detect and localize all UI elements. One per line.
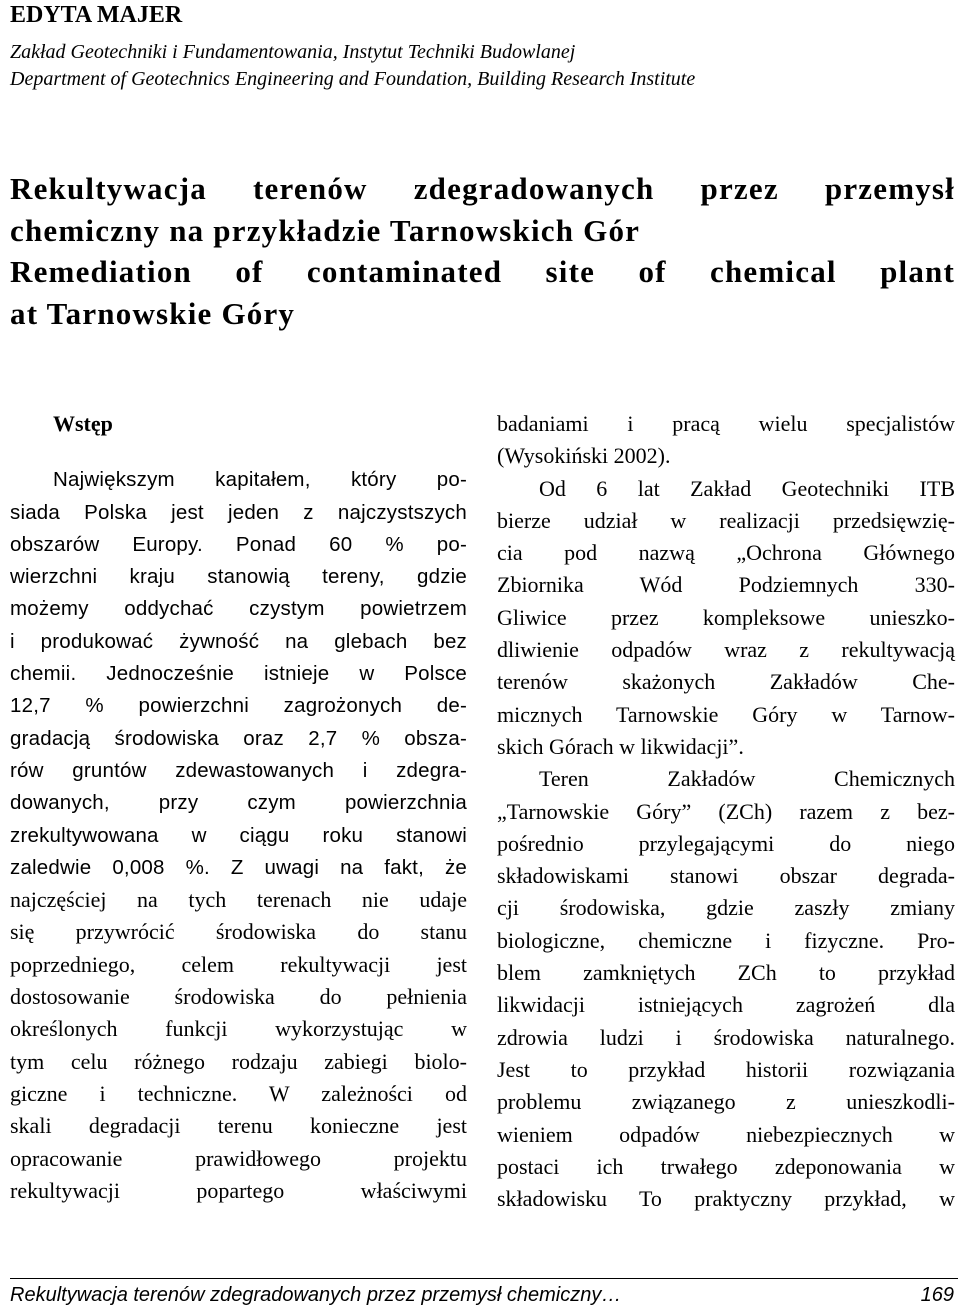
body-line: chemii. Jednocześnie istnieje w Polsce bbox=[10, 662, 467, 686]
right-column bbox=[497, 408, 955, 1215]
body-line: skali degradacji terenu konieczne jest bbox=[10, 1113, 467, 1139]
body-line: rekultywacji popartego właściwymi bbox=[10, 1177, 467, 1203]
body-line: Największym kapitałem, który po- bbox=[53, 468, 467, 492]
body-line: tym celu różnego rodzaju zabiegi biolo- bbox=[10, 1048, 467, 1074]
affiliation-english: Department of Geotechnics Engineering and Foundation, Building Research Institute bbox=[10, 68, 696, 90]
body-line: gradacją środowiska oraz 2,7 % obsza- bbox=[10, 726, 467, 750]
body-line: „Tarnowskie Góry” (ZCh) razem z bez- bbox=[497, 798, 955, 824]
body-line: siada Polska jest jeden z najczystszych bbox=[10, 500, 467, 524]
body-line: terenów skażonych Zakładów Che- bbox=[497, 669, 955, 695]
left-column bbox=[10, 408, 467, 1207]
body-line: badaniami i pracą wielu specjalistów bbox=[497, 411, 955, 436]
body-line: biologiczne, chemiczne i fizyczne. Pro- bbox=[497, 927, 955, 953]
body-line: pośrednio przylegającymi do niego bbox=[497, 830, 955, 856]
title-line: Rekultywacja terenów zdegradowanych przez przemysł bbox=[10, 171, 955, 206]
body-line: cji środowiska, gdzie zaszły zmiany bbox=[497, 895, 955, 921]
body-line: Gliwice przez kompleksowe unieszko- bbox=[497, 604, 955, 630]
author-name: EDYTA MAJER bbox=[10, 2, 183, 28]
body-line: cia pod nazwą „Ochrona Głównego bbox=[497, 540, 955, 566]
body-line: problemu związanego z unieszkodli- bbox=[497, 1089, 955, 1115]
body-line: postaci ich trwałego zdeponowania w bbox=[497, 1153, 955, 1179]
body-line: likwidacji istniejących zagrożeń dla bbox=[497, 992, 955, 1018]
body-line: się przywrócić środowiska do stanu bbox=[10, 919, 467, 945]
body-line: wierzchni kraju stanowią tereny, gdzie bbox=[10, 565, 467, 589]
body-line: micznych Tarnowskie Góry w Tarnow- bbox=[497, 701, 955, 727]
paper-title bbox=[10, 168, 955, 334]
footer-divider bbox=[10, 1278, 958, 1279]
body-line: składowisku To praktyczny przykład, w bbox=[497, 1186, 955, 1212]
body-line: 12,7 % powierzchni zagrożonych de- bbox=[10, 694, 467, 718]
body-line: dowanych, przy czym powierzchnia bbox=[10, 791, 467, 815]
running-footer-title: Rekultywacja terenów zdegradowanych przez przemysł chemiczny… bbox=[10, 1284, 622, 1306]
body-line: Od 6 lat Zakład Geotechniki ITB bbox=[539, 475, 955, 501]
body-line: opracowanie prawidłowego projektu bbox=[10, 1145, 467, 1171]
body-line: Jest to przykład historii rozwiązania bbox=[497, 1056, 955, 1082]
body-line: obszarów Europy. Ponad 60 % po- bbox=[10, 532, 467, 556]
intro-paragraph bbox=[10, 464, 467, 1207]
body-line: dostosowanie środowiska do pełnienia bbox=[10, 984, 467, 1010]
body-line: wieniem odpadów niebezpiecznych w bbox=[497, 1121, 955, 1147]
body-line: (Wysokiński 2002). bbox=[497, 443, 671, 469]
body-line: Zbiornika Wód Podziemnych 330- bbox=[497, 572, 955, 598]
body-line: poprzedniego, celem rekultywacji jest bbox=[10, 951, 467, 977]
body-line: zdrowia ludzi i środowiska naturalnego. bbox=[497, 1024, 955, 1050]
body-line: Teren Zakładów Chemicznych bbox=[539, 766, 955, 792]
body-line: i produkować żywność na glebach bez bbox=[10, 629, 467, 653]
page-number: 169 bbox=[920, 1284, 954, 1306]
body-line: rów gruntów zdewastowanych i zdegra- bbox=[10, 758, 467, 782]
body-line: giczne i techniczne. W zależności od bbox=[10, 1080, 467, 1106]
title-line: chemiczny na przykładzie Tarnowskich Gór bbox=[10, 212, 641, 248]
body-line: dliwienie odpadów wraz z rekultywacją bbox=[497, 637, 955, 663]
body-line: blem zamkniętych ZCh to przykład bbox=[497, 960, 955, 986]
body-line: bierze udział w realizacji przedsięwzię- bbox=[497, 507, 955, 533]
body-line: zrekultywowana w ciągu roku stanowi bbox=[10, 823, 467, 847]
title-line: at Tarnowskie Góry bbox=[10, 295, 296, 331]
section-heading: Wstęp bbox=[53, 411, 113, 436]
affiliation-polish: Zakład Geotechniki i Fundamentowania, Instytut Techniki Budowlanej bbox=[10, 41, 576, 63]
title-line: Remediation of contaminated site of chemical plant bbox=[10, 254, 955, 289]
body-line: składowiskami stanowi obszar degrada- bbox=[497, 863, 955, 889]
body-line: najczęściej na tych terenach nie udaje bbox=[10, 887, 467, 913]
body-line: skich Górach w likwidacji”. bbox=[497, 733, 744, 759]
body-line: zaledwie 0,008 %. Z uwagi na fakt, że bbox=[10, 855, 467, 879]
body-line: określonych funkcji wykorzystując w bbox=[10, 1016, 467, 1042]
body-line: możemy oddychać czystym powietrzem bbox=[10, 597, 467, 621]
